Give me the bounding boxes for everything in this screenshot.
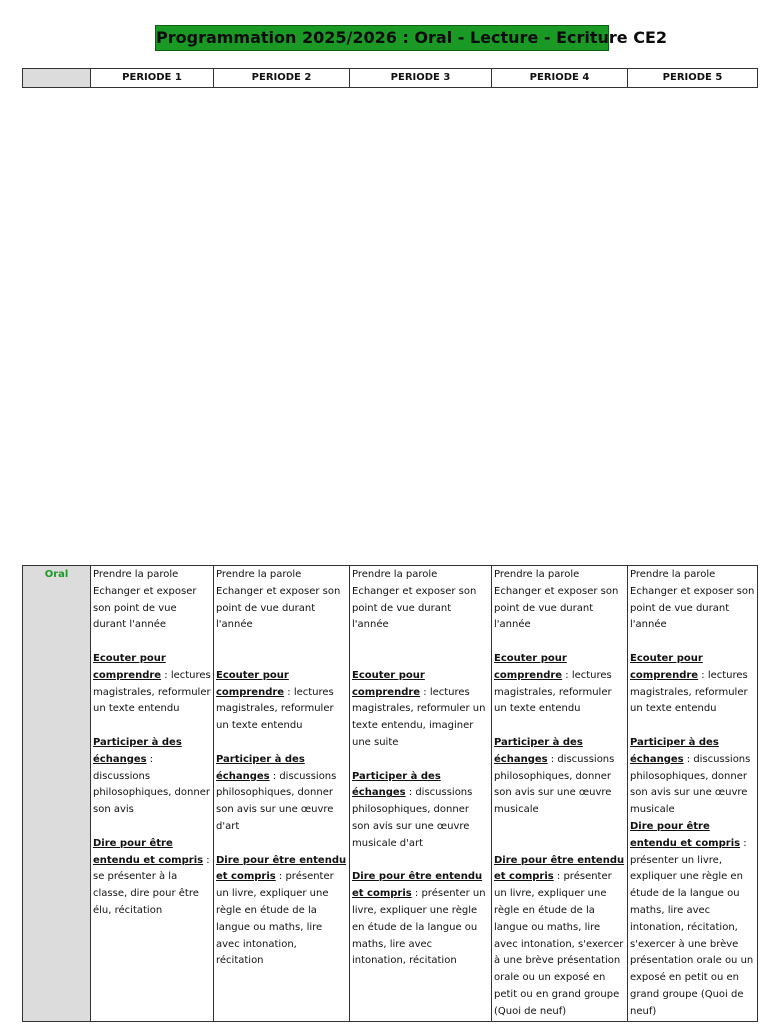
dire-text: : présenter un livre, expliquer une règle en étude de la langue ou maths, lire avec intonation, s'exercer à une brève présentation orale ou un exposé en petit ou en grand groupe (Quoi de neuf) [494, 871, 624, 1017]
participer-heading: Participer à des échanges [93, 736, 182, 765]
cell-periode-5 [628, 566, 758, 1022]
header-periode-1: PERIODE 1 [91, 69, 214, 88]
ecouter-block [352, 668, 489, 752]
dire-heading: Dire pour être entendu et compris [630, 820, 741, 849]
intro-line-1: Prendre la parole [630, 569, 716, 580]
participer-heading: Participer à des échanges [216, 753, 305, 782]
ecouter-heading: Ecouter pour comprendre [93, 652, 166, 681]
row-label-oral: Oral [23, 566, 91, 1022]
dire-block [93, 836, 211, 920]
participer-heading: Participer à des échanges [494, 736, 583, 765]
intro-line-2: Echanger et exposer son point de vue durant l'année [630, 585, 755, 631]
ecouter-block [494, 651, 625, 718]
dire-block [216, 853, 347, 971]
participer-heading: Participer à des échanges [630, 736, 719, 765]
ecouter-text: : lectures magistrales, reformuler un texte entendu [216, 686, 334, 732]
header-periode-3: PERIODE 3 [350, 69, 492, 88]
dire-text: : présenter un livre, expliquer une règle en étude de la langue ou maths, lire avec intonation, récitation [352, 888, 486, 967]
oral-row [23, 566, 758, 1022]
ecouter-heading: Ecouter pour comprendre [352, 669, 425, 698]
dire-heading: Dire pour être entendu et compris [93, 837, 204, 866]
dire-block [494, 853, 625, 1021]
header-corner-cell [23, 69, 91, 88]
participer-block [494, 735, 625, 819]
dire-block [352, 869, 489, 970]
cell-periode-3 [350, 566, 492, 1022]
intro-line-1: Prendre la parole [494, 569, 580, 580]
page-title: Programmation 2025/2026 : Oral - Lecture - Ecriture CE2 [155, 25, 609, 51]
ecouter-heading: Ecouter pour comprendre [494, 652, 567, 681]
participer-block [93, 735, 211, 819]
ecouter-block [93, 651, 211, 718]
participer-text: : discussions philosophiques, donner son avis [93, 753, 210, 816]
header-periode-4: PERIODE 4 [492, 69, 628, 88]
participer-block [352, 769, 489, 853]
header-row [23, 69, 758, 88]
ecouter-heading: Ecouter pour comprendre [630, 652, 703, 681]
intro-line-2: Echanger et exposer son point de vue durant l'année [216, 585, 341, 631]
ecouter-block [216, 668, 347, 735]
ecouter-text: : lectures magistrales, reformuler un texte entendu, imaginer une suite [352, 686, 486, 748]
participer-heading: Participer à des échanges [352, 770, 441, 799]
intro-line-1: Prendre la parole [352, 569, 438, 580]
dire-heading: Dire pour être entendu et compris [352, 871, 483, 900]
dire-text: : présenter un livre, expliquer une règle en étude de la langue ou maths, lire avec intonation, récitation, s'exercer à une brève présentation orale ou un exposé en petit ou en grand groupe (Quoi de neuf) [630, 837, 754, 1017]
dire-heading: Dire pour être entendu et compris [494, 854, 625, 883]
intro-line-2: Echanger et exposer son point de vue durant l'année [93, 585, 197, 631]
cell-periode-2 [214, 566, 350, 1022]
dire-heading: Dire pour être entendu et compris [216, 854, 347, 883]
participer-text: : discussions philosophiques, donner son avis sur une œuvre musicale [630, 753, 751, 816]
ecouter-text: : lectures magistrales, reformuler un texte entendu [93, 669, 211, 715]
cell-periode-1 [91, 566, 214, 1022]
dire-text: : se présenter à la classe, dire pour être élu, récitation [93, 854, 210, 916]
intro-line-1: Prendre la parole [93, 569, 179, 580]
intro-line-1: Prendre la parole [216, 569, 302, 580]
cell-periode-4 [492, 566, 628, 1022]
ecouter-text: : lectures magistrales, reformuler un texte entendu [630, 669, 748, 715]
intro-line-2: Echanger et exposer son point de vue durant l'année [352, 585, 477, 631]
header-periode-5: PERIODE 5 [628, 69, 758, 88]
oral-program-table [22, 565, 758, 1022]
ecouter-block [630, 651, 755, 718]
ecouter-heading: Ecouter pour comprendre [216, 669, 289, 698]
participer-block [216, 752, 347, 836]
ecouter-text: : lectures magistrales, reformuler un texte entendu [494, 669, 612, 715]
dire-block [630, 819, 755, 1021]
participer-text: : discussions philosophiques, donner son avis sur une œuvre musicale d'art [352, 787, 473, 849]
participer-block [630, 735, 755, 819]
intro-line-2: Echanger et exposer son point de vue durant l'année [494, 585, 619, 631]
header-periode-2: PERIODE 2 [214, 69, 350, 88]
participer-text: : discussions philosophiques, donner son avis sur une œuvre musicale [494, 753, 615, 816]
dire-text: : présenter un livre, expliquer une règle en étude de la langue ou maths, lire avec intonation, récitation [216, 871, 334, 967]
period-header-row [22, 68, 758, 88]
participer-text: : discussions philosophiques, donner son avis sur une œuvre d'art [216, 770, 337, 832]
